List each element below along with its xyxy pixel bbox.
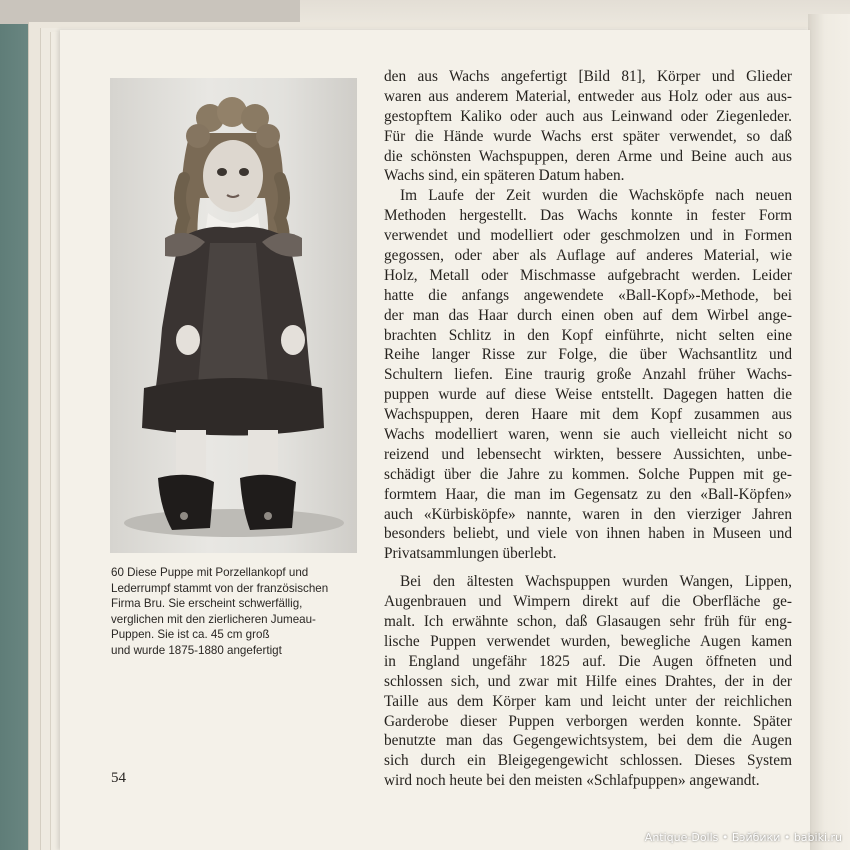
text-line: den aus Wachs angefertigt [Bild 81], Körper und Glieder bbox=[384, 68, 792, 85]
text-line: auch «Kürbisköpfe» nannte, waren in den vierziger Jahren bbox=[384, 505, 792, 523]
paragraph-3 bbox=[384, 572, 792, 791]
text-line: Bei den ältesten Wachspuppen wurden Wangen, Lippen, bbox=[400, 573, 792, 591]
text-line: Für die Hände wurde Wachs erst später verwendet, so daß bbox=[384, 127, 792, 145]
body-text bbox=[384, 67, 792, 791]
text-line: Methoden hergestellt. Das Wachs konnte in fester Form bbox=[384, 207, 792, 225]
paragraph-2 bbox=[384, 186, 792, 564]
text-line: der man das Haar durch einen oben auf dem Wirbel ange- bbox=[384, 306, 792, 324]
hair-curl bbox=[256, 124, 280, 148]
text-line: lische Puppen verwendet wurden, bewegliche Augen kamen bbox=[384, 632, 792, 650]
caption-line: und wurde 1875-1880 angefertigt bbox=[111, 643, 282, 657]
doll-figure bbox=[110, 78, 357, 553]
caption-line: Lederrumpf stammt von der französischen bbox=[111, 581, 329, 595]
doll-leg bbox=[248, 430, 278, 482]
doll-eye bbox=[239, 168, 249, 176]
doll-hand bbox=[176, 325, 200, 355]
text-line: reizend und lebensecht wirkten, bessere Aussichten, unbe- bbox=[384, 445, 792, 463]
text-line: formtem Haar, die man im Gegensatz zu den «Ball-Köpfen» bbox=[384, 485, 792, 503]
text-line: in England ungefähr 1825 auf. Die Augen öffneten und bbox=[384, 652, 792, 670]
paragraph-1 bbox=[384, 67, 792, 186]
text-line: Wachspuppen, deren Haare mit dem Kopf zusammen aus bbox=[384, 406, 792, 424]
text-line: Taille aus dem Körper kam und leicht unter der reichlichen bbox=[384, 692, 792, 710]
doll-face bbox=[203, 140, 263, 212]
text-line: Wachs modelliert waren, wenn sie auch vielleicht nicht so bbox=[384, 426, 792, 444]
text-line: sich durch ein Bleigegengewicht schlossen. Dieses System bbox=[384, 752, 792, 770]
text-line: schlossen sich, und zwar mit Hilfe eines Drahtes, der in der bbox=[384, 672, 792, 690]
text-line: Augenbrauen und Wimpern direkt auf die Oberfläche ge- bbox=[384, 593, 792, 611]
caption-line: 60 Diese Puppe mit Porzellankopf und bbox=[111, 566, 309, 579]
text-line: puppen wurde auf diese Weise entstellt. Dagegen hatten die bbox=[384, 386, 792, 404]
figure-caption bbox=[111, 565, 361, 658]
caption-line: Firma Bru. Sie erscheint schwerfällig, bbox=[111, 597, 303, 610]
text-line: schädigt über die Jahre zu kommen. Solche Puppen mit ge- bbox=[384, 465, 792, 483]
page-number: 54 bbox=[111, 770, 126, 786]
text-line: wird noch heute bei den meisten «Schlafpuppen» angewandt. bbox=[384, 772, 760, 790]
watermark: Antique-Dolls • Бэйбики • babiki.ru bbox=[644, 831, 842, 844]
doll-hand bbox=[281, 325, 305, 355]
doll-eye bbox=[217, 168, 227, 176]
skirt-hem bbox=[142, 378, 324, 436]
text-line: gestopftem Kaliko oder auch aus Leinwand oder Ziegenleder. bbox=[384, 107, 792, 125]
text-line: besonders beliebt, und viele von ihnen haben in Museen und bbox=[384, 525, 792, 543]
text-line: Wachs sind, ein späteren Datum haben. bbox=[384, 167, 625, 185]
floor-shadow bbox=[124, 509, 344, 537]
text-line: Reihe langer Risse zur Folge, die über Wachsantlitz und bbox=[384, 346, 792, 364]
text-line: die schönsten Wachspuppen, deren Arme und Beine auch aus bbox=[384, 147, 792, 165]
text-line: malt. Ich erwähnte schon, daß Glasaugen sehr früh für eng- bbox=[384, 613, 792, 631]
doll-shoe bbox=[240, 475, 296, 530]
text-line: Schultern liefen. Eine traurig große Anzahl früher Wachs- bbox=[384, 366, 792, 384]
hair-curl bbox=[186, 124, 210, 148]
text-line: brachten Schlitz in den Kopf einführte, nicht selten eine bbox=[384, 326, 792, 344]
text-line: Im Laufe der Zeit wurden die Wachsköpfe nach neuen bbox=[400, 187, 792, 205]
caption-line: Puppen. Sie ist ca. 45 cm groß bbox=[111, 628, 270, 641]
doll-photograph bbox=[110, 78, 357, 553]
text-line: hatte die anfangs angewendete «Ball-Kopf»-Methode, bei bbox=[384, 286, 792, 304]
shoe-buckle bbox=[264, 512, 272, 520]
facing-page-edge bbox=[808, 14, 850, 850]
caption-line: verglichen mit den zierlicheren Jumeau- bbox=[111, 612, 316, 626]
text-line: verwendet und modelliert oder geschmolzen und in Formen bbox=[384, 227, 792, 245]
text-line: Garderobe dieser Puppen verborgen werden konnte. Später bbox=[384, 712, 792, 730]
text-line: waren aus anderem Material, entweder aus Holz oder aus aus- bbox=[384, 87, 792, 105]
text-line: Privatsammlungen überlebt. bbox=[384, 545, 557, 563]
doll-leg bbox=[176, 430, 206, 482]
text-line: gegossen, oder aber als Auflage auf anderes Material, wie bbox=[384, 247, 792, 265]
text-line: Holz, Metall oder Mischmasse aufgebracht werden. Leider bbox=[384, 266, 792, 284]
text-line: benutzte man das Gegengewichtsystem, bei dem die Augen bbox=[384, 732, 792, 750]
shoe-buckle bbox=[180, 512, 188, 520]
